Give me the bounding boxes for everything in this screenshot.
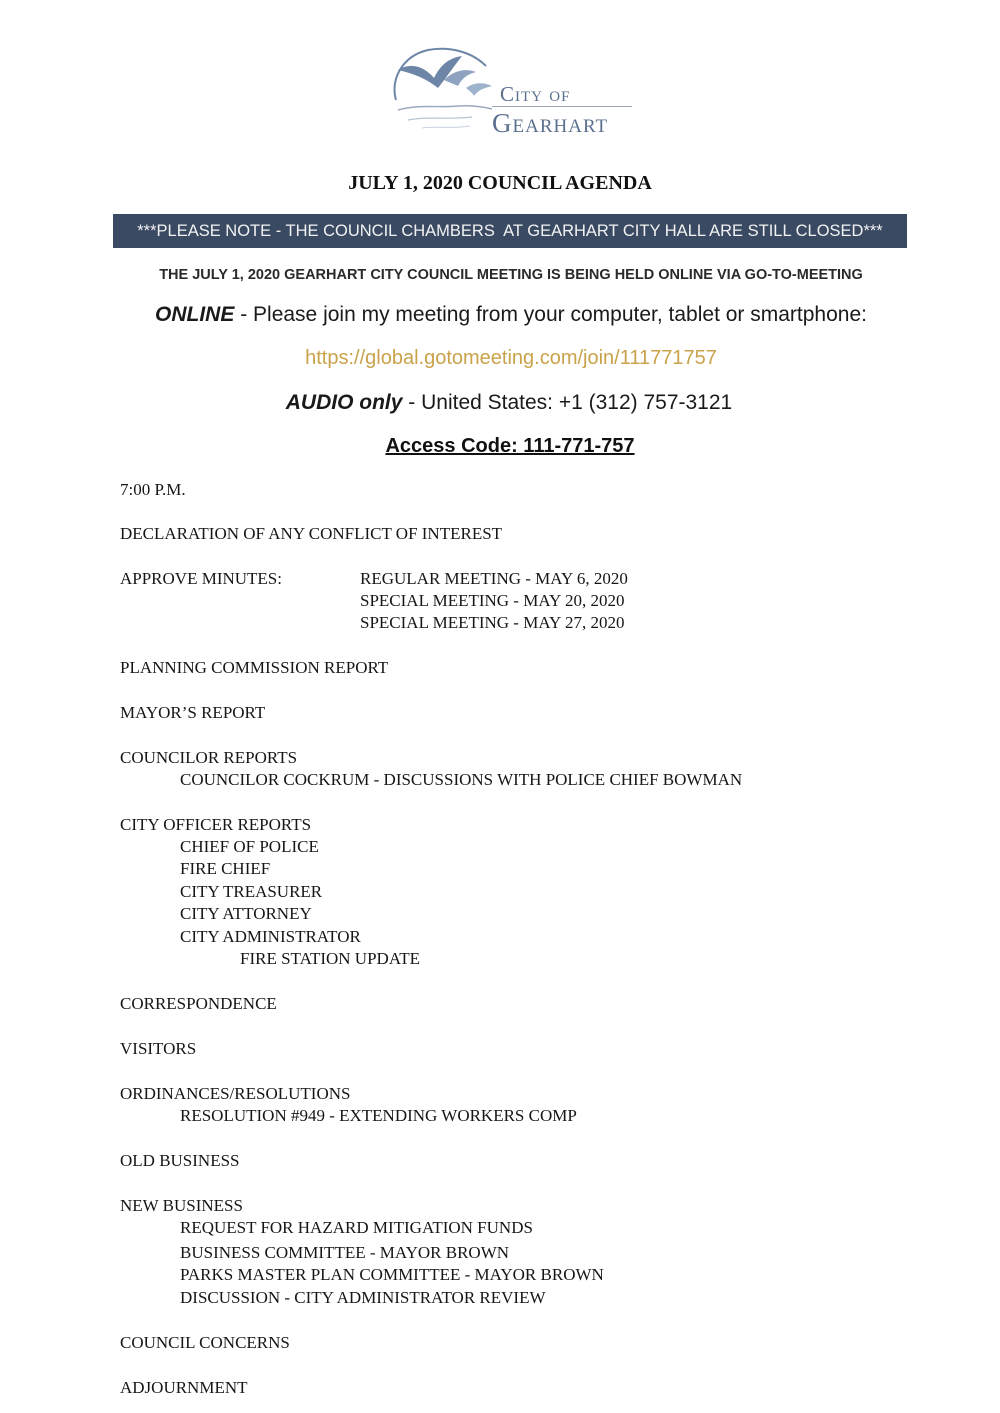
agenda-item-new-business: NEW BUSINESS (120, 1196, 243, 1215)
agenda-item-mayor: MAYOR’S REPORT (120, 703, 266, 722)
online-instructions (0, 303, 1000, 327)
agenda-item-conflict: DECLARATION OF ANY CONFLICT OF INTEREST (120, 524, 503, 543)
ordinance-item: RESOLUTION #949 - EXTENDING WORKERS COMP (180, 1106, 577, 1125)
officer-report-item: CITY ATTORNEY (180, 904, 312, 923)
councilor-report-item: COUNCILOR COCKRUM - DISCUSSIONS WITH POLICE CHIEF BOWMAN (180, 770, 743, 789)
agenda-time: 7:00 P.M. (120, 480, 186, 499)
city-logo (388, 44, 638, 140)
logo-text-city-of: City of (500, 82, 571, 106)
officer-report-item: CITY TREASURER (180, 882, 323, 901)
minutes-item: SPECIAL MEETING - MAY 27, 2020 (360, 613, 625, 632)
meeting-link[interactable]: https://global.gotomeeting.com/join/111771757 (305, 347, 717, 369)
agenda-item-adjournment: ADJOURNMENT (120, 1378, 248, 1397)
online-label: ONLINE (155, 303, 235, 326)
audio-phone-text: - United States: +1 (312) 757-3121 (402, 391, 733, 414)
officer-report-item: CITY ADMINISTRATOR (180, 927, 361, 946)
new-business-item: REQUEST FOR HAZARD MITIGATION FUNDS (180, 1218, 533, 1237)
agenda-item-city-officer-reports: CITY OFFICER REPORTS (120, 815, 312, 834)
new-business-item: PARKS MASTER PLAN COMMITTEE - MAYOR BROWN (180, 1265, 604, 1284)
seagulls-over-waves-logo-icon (388, 44, 498, 140)
agenda-item-old-business: OLD BUSINESS (120, 1151, 240, 1170)
agenda-item-ordinances: ORDINANCES/RESOLUTIONS (120, 1084, 351, 1103)
agenda-item-councilor-reports: COUNCILOR REPORTS (120, 748, 298, 767)
agenda-item-visitors: VISITORS (120, 1039, 197, 1058)
officer-report-item: CHIEF OF POLICE (180, 837, 319, 856)
new-business-item: DISCUSSION - CITY ADMINISTRATOR REVIEW (180, 1288, 546, 1307)
closure-notice-text: ***PLEASE NOTE - THE COUNCIL CHAMBERS AT GEARHART CITY HALL ARE STILL CLOSED*** (137, 221, 883, 240)
online-meeting-note: THE JULY 1, 2020 GEARHART CITY COUNCIL MEETING IS BEING HELD ONLINE VIA GO-TO-MEETING (159, 267, 863, 283)
online-instructions-text: - Please join my meeting from your computer, tablet or smartphone: (234, 303, 867, 326)
closure-notice-banner (113, 214, 907, 248)
audio-instructions (0, 391, 1000, 415)
administrator-sub-item: FIRE STATION UPDATE (240, 949, 420, 968)
audio-label: AUDIO only (285, 391, 403, 414)
minutes-item: SPECIAL MEETING - MAY 20, 2020 (360, 591, 625, 610)
agenda-item-correspondence: CORRESPONDENCE (120, 994, 277, 1013)
logo-divider (492, 106, 632, 107)
officer-report-item: FIRE CHIEF (180, 859, 271, 878)
agenda-title: JULY 1, 2020 COUNCIL AGENDA (348, 172, 652, 194)
access-code: Access Code: 111-771-757 (385, 435, 635, 457)
agenda-item-planning: PLANNING COMMISSION REPORT (120, 658, 389, 677)
new-business-item: BUSINESS COMMITTEE - MAYOR BROWN (180, 1243, 510, 1262)
logo-text-gearhart: Gearhart (492, 108, 609, 138)
agenda-item-council-concerns: COUNCIL CONCERNS (120, 1333, 290, 1352)
minutes-item: REGULAR MEETING - MAY 6, 2020 (360, 569, 628, 588)
agenda-item-approve-minutes: APPROVE MINUTES: (120, 569, 282, 588)
